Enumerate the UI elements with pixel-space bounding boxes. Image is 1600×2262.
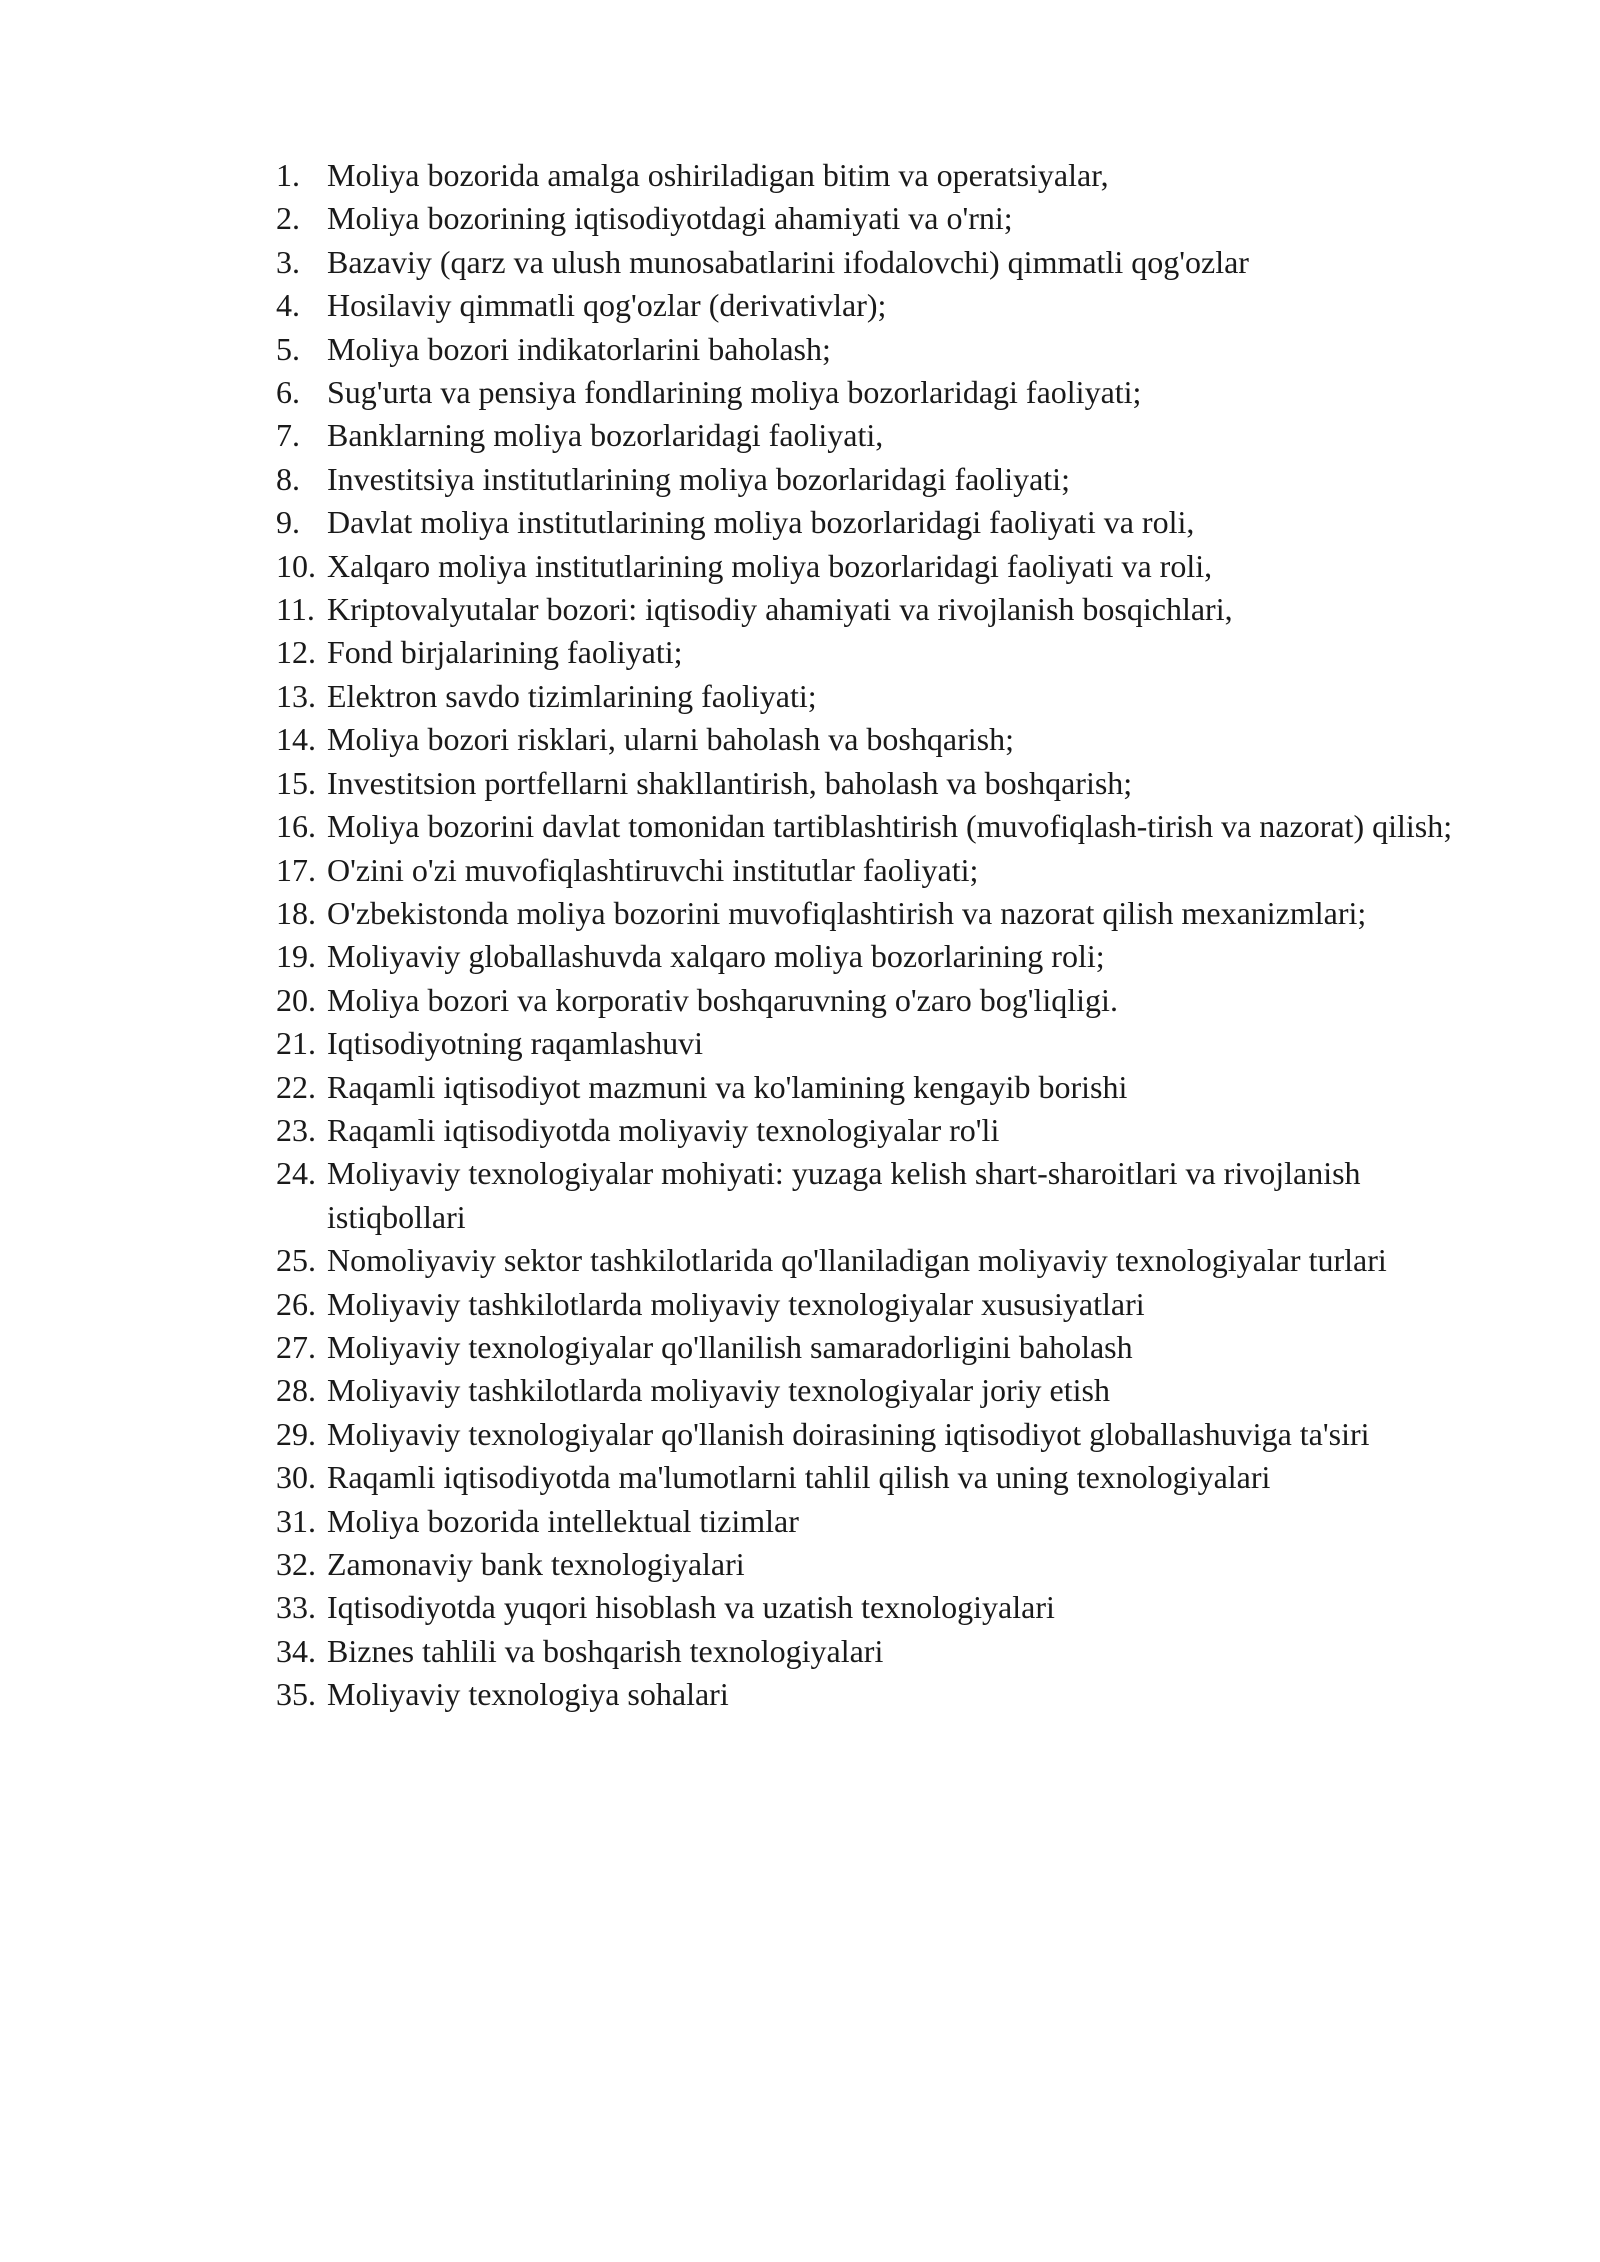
list-item xyxy=(0,371,1600,414)
list-item-text: Investitsiya institutlarining moliya bozorlaridagi faoliyati; xyxy=(327,460,1070,497)
list-item-text: Bazaviy (qarz va ulush munosabatlarini ifodalovchi) qimmatli qog'ozlar xyxy=(327,243,1249,280)
list-item-text: Raqamli iqtisodiyotda ma'lumotlarni tahlil qilish va uning texnologiyalari xyxy=(327,1459,1271,1496)
list-item xyxy=(0,631,1600,674)
list-item-text: Nomoliyaviy sektor tashkilotlarida qo'llaniladigan moliyaviy texnologiyalar turlari xyxy=(327,1242,1387,1279)
list-item-number: 16. xyxy=(276,808,316,845)
list-item xyxy=(0,241,1600,284)
list-item-number: 10. xyxy=(276,547,316,584)
list-item xyxy=(0,1673,1600,1716)
list-item xyxy=(0,675,1600,718)
list-item xyxy=(0,849,1600,892)
list-item-text: Xalqaro moliya institutlarining moliya bozorlaridagi faoliyati va roli, xyxy=(327,547,1213,584)
list-item xyxy=(0,892,1600,935)
list-item-number: 25. xyxy=(276,1242,316,1279)
list-item-text: Moliya bozorining iqtisodiyotdagi ahamiyati va o'rni; xyxy=(327,200,1013,237)
list-item xyxy=(0,1109,1600,1152)
list-item xyxy=(0,458,1600,501)
list-item-text: Moliyaviy globallashuvda xalqaro moliya bozorlarining roli; xyxy=(327,938,1105,975)
list-item-number: 21. xyxy=(276,1025,316,1062)
list-item-text: Zamonaviy bank texnologiyalari xyxy=(327,1546,745,1582)
list-item xyxy=(0,1022,1600,1065)
list-item xyxy=(0,1413,1600,1456)
list-item xyxy=(0,328,1600,371)
list-item xyxy=(0,154,1600,197)
list-item-text: Raqamli iqtisodiyotda moliyaviy texnologiyalar ro'li xyxy=(327,1111,1000,1148)
list-item-text: Moliyaviy tashkilotlarda moliyaviy texnologiyalar xususiyatlari xyxy=(327,1285,1145,1322)
list-item xyxy=(0,545,1600,588)
list-item xyxy=(0,588,1600,631)
list-item xyxy=(0,805,1600,848)
list-item-text: Investitsion portfellarni shakllantirish, baholash va boshqarish; xyxy=(327,764,1133,801)
list-item-text: Moliyaviy texnologiyalar qo'llanilish samaradorligini baholash xyxy=(327,1328,1133,1365)
topic-list xyxy=(0,154,1600,1717)
list-item-text: Moliya bozori indikatorlarini baholash; xyxy=(327,330,831,367)
list-item xyxy=(0,414,1600,457)
list-item xyxy=(0,1239,1600,1282)
list-item-number: 22. xyxy=(276,1068,316,1105)
list-item xyxy=(0,1152,1600,1239)
list-item-number: 5. xyxy=(276,330,300,367)
list-item-text: Davlat moliya institutlarining moliya bozorlaridagi faoliyati va roli, xyxy=(327,504,1195,541)
list-item-text: Sug'urta va pensiya fondlarining moliya bozorlaridagi faoliyati; xyxy=(327,374,1142,411)
list-item xyxy=(0,1456,1600,1499)
list-item-text: Banklarning moliya bozorlaridagi faoliyati, xyxy=(327,417,884,454)
list-item-number: 17. xyxy=(276,851,316,888)
list-item xyxy=(0,1500,1600,1543)
list-item xyxy=(0,284,1600,327)
list-item xyxy=(0,197,1600,240)
list-item-text: Moliya bozorida amalga oshiriladigan bitim va operatsiyalar, xyxy=(327,157,1109,193)
list-item-number: 20. xyxy=(276,981,316,1018)
list-item-number: 11. xyxy=(276,591,315,628)
list-item-text: Iqtisodiyotning raqamlashuvi xyxy=(327,1025,703,1062)
list-item-number: 18. xyxy=(276,894,316,931)
list-item-text: Elektron savdo tizimlarining faoliyati; xyxy=(327,677,817,714)
list-item-number: 28. xyxy=(276,1372,316,1409)
list-item-text: Moliyaviy texnologiya sohalari xyxy=(327,1676,729,1713)
list-item-number: 13. xyxy=(276,677,316,714)
list-item-text: Hosilaviy qimmatli qog'ozlar (derivativlar); xyxy=(327,287,887,324)
list-item xyxy=(0,1543,1600,1586)
list-item-number: 33. xyxy=(276,1589,316,1626)
list-item-number: 8. xyxy=(276,460,300,497)
list-item-text: Raqamli iqtisodiyot mazmuni va ko'lamining kengayib borishi xyxy=(327,1068,1128,1105)
list-item xyxy=(0,1586,1600,1629)
list-item xyxy=(0,935,1600,978)
list-item-text: Moliya bozori risklari, ularni baholash va boshqarish; xyxy=(327,721,1014,758)
list-item-number: 3. xyxy=(276,243,300,280)
list-item-number: 29. xyxy=(276,1415,316,1452)
list-item-text: Fond birjalarining faoliyati; xyxy=(327,634,683,671)
list-item-number: 6. xyxy=(276,374,300,411)
list-item xyxy=(0,762,1600,805)
list-item xyxy=(0,1326,1600,1369)
list-item-number: 1. xyxy=(276,157,300,193)
list-item-number: 31. xyxy=(276,1502,316,1539)
list-item-number: 23. xyxy=(276,1111,316,1148)
list-item xyxy=(0,1630,1600,1673)
list-item-number: 2. xyxy=(276,200,300,237)
list-item-number: 27. xyxy=(276,1328,316,1365)
list-item-text: Iqtisodiyotda yuqori hisoblash va uzatish texnologiyalari xyxy=(327,1589,1055,1626)
list-item-number: 7. xyxy=(276,417,300,454)
list-item xyxy=(0,1369,1600,1412)
list-item xyxy=(0,979,1600,1022)
list-item-number: 26. xyxy=(276,1285,316,1322)
list-item-text: Moliya bozorida intellektual tizimlar xyxy=(327,1502,799,1539)
list-item-text: Kriptovalyutalar bozori: iqtisodiy ahamiyati va rivojlanish bosqichlari, xyxy=(327,591,1233,628)
list-item-text: Moliyaviy tashkilotlarda moliyaviy texnologiyalar joriy etish xyxy=(327,1372,1110,1409)
list-item-text: Biznes tahlili va boshqarish texnologiyalari xyxy=(327,1632,884,1669)
list-item-text: O'zini o'zi muvofiqlashtiruvchi institutlar faoliyati; xyxy=(327,851,979,888)
list-item-number: 12. xyxy=(276,634,316,671)
list-item-number: 9. xyxy=(276,504,300,541)
list-item xyxy=(0,501,1600,544)
list-item-number: 14. xyxy=(276,721,316,758)
list-item-text: Moliyaviy texnologiyalar mohiyati: yuzaga kelish shart-sharoitlari va rivojlanish istiqbollari xyxy=(327,1155,1361,1235)
list-item-text: Moliya bozori va korporativ boshqaruvning o'zaro bog'liqligi. xyxy=(327,981,1118,1018)
list-item-number: 24. xyxy=(276,1155,316,1192)
list-item xyxy=(0,1066,1600,1109)
list-item-number: 34. xyxy=(276,1632,316,1669)
list-item-number: 4. xyxy=(276,287,300,324)
list-item-text: Moliya bozorini davlat tomonidan tartiblashtirish (muvofiqlash-tirish va nazorat) qilish; xyxy=(327,808,1453,845)
list-item-text: O'zbekistonda moliya bozorini muvofiqlashtirish va nazorat qilish mexanizmlari; xyxy=(327,894,1367,931)
list-item-number: 19. xyxy=(276,938,316,975)
list-item xyxy=(0,718,1600,761)
list-item-number: 30. xyxy=(276,1459,316,1496)
list-item-number: 32. xyxy=(276,1546,316,1582)
list-item-number: 15. xyxy=(276,764,316,801)
list-item xyxy=(0,1283,1600,1326)
list-item-text: Moliyaviy texnologiyalar qo'llanish doirasining iqtisodiyot globallashuviga ta'siri xyxy=(327,1415,1370,1452)
list-item-number: 35. xyxy=(276,1676,316,1713)
